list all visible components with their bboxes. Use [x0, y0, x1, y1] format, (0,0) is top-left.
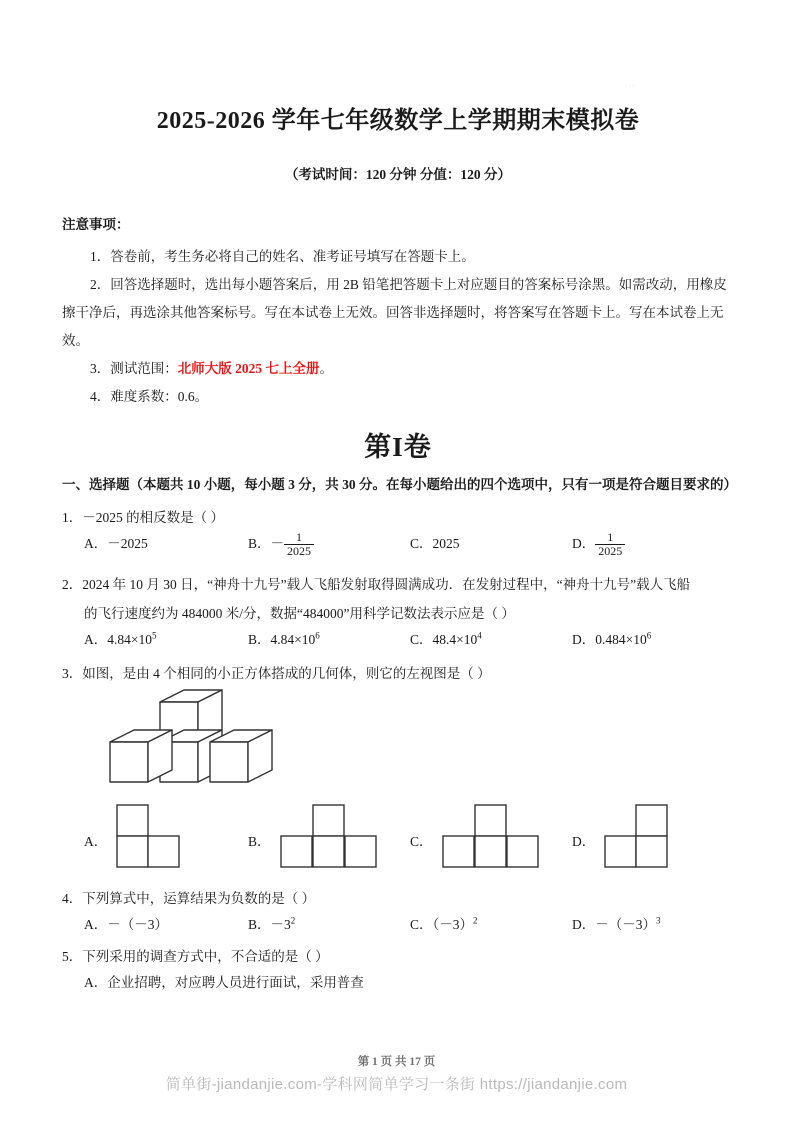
option-c-exponent: 4 — [477, 630, 482, 641]
page-title: 2025-2026 学年七年级数学上学期期末模拟卷 — [156, 108, 640, 134]
page-content — [62, 0, 737, 1000]
option-c-label: C． — [410, 536, 433, 551]
question-2-stem-cont — [62, 599, 734, 628]
option-d-exponent: 3 — [656, 915, 661, 926]
option-d-base: －（－3） — [595, 917, 656, 932]
option-d-fraction — [595, 532, 625, 558]
question-1 — [62, 499, 734, 532]
option-c-label: C． — [410, 917, 433, 932]
four-cubes-isometric-figure — [62, 688, 734, 796]
option-a-text: 企业招聘，对应聘人员进行面试，采用普查 — [107, 975, 364, 990]
question-5-options — [62, 971, 734, 1000]
option-b-denominator: 2025 — [284, 544, 314, 558]
notice-item-3-suffix: 。 — [319, 361, 333, 376]
question-5-stem: 下列采用的调查方式中，不合适的是（ ） — [82, 949, 329, 964]
notice-heading: 注意事项： — [62, 217, 130, 232]
question-4-option-a[interactable] — [84, 913, 168, 933]
question-3-number: 3． — [62, 666, 83, 681]
option-a-label: A． — [84, 536, 108, 551]
notice-item-3-range: 北师大版 2025 七上全册 — [177, 361, 320, 376]
question-1-option-b[interactable] — [248, 532, 314, 558]
question-4-stem: 下列算式中，运算结果为负数的是（ ） — [82, 891, 316, 906]
option-d-label: D． — [572, 632, 596, 647]
question-1-option-d[interactable] — [572, 532, 625, 558]
question-3-option-c-label: C． — [410, 834, 433, 849]
option-b-base: －3 — [270, 917, 291, 932]
question-3-option-b-label: B． — [248, 834, 271, 849]
question-3-option-a-shape[interactable] — [116, 804, 182, 873]
option-b-numerator: 1 — [296, 530, 303, 544]
option-a-exponent: 5 — [152, 630, 157, 641]
question-3-stem: 如图，是由 4 个相同的小正方体搭成的几何体，则它的左视图是（ ） — [82, 666, 491, 681]
question-1-number: 1． — [62, 510, 83, 525]
question-1-options — [62, 532, 734, 568]
exam-meta: （考试时间：120 分钟 分值：120 分） — [284, 167, 512, 182]
option-a-label: A． — [84, 632, 108, 647]
option-b-exponent: 2 — [290, 915, 296, 926]
question-5 — [62, 942, 734, 971]
question-4-option-b[interactable] — [248, 913, 295, 933]
question-2-stem-line1: 2024 年 10 月 30 日，“神舟十九号”载人飞船发射取得圆满成功．在发射过程中，“神舟十九号”载人飞船 — [82, 577, 691, 592]
question-1-option-c[interactable] — [410, 532, 460, 552]
option-d-exponent: 6 — [646, 630, 652, 641]
option-d-label: D． — [572, 536, 596, 552]
notice-item-3-prefix: 3．测试范围： — [90, 361, 178, 376]
question-1-option-a[interactable] — [84, 532, 148, 552]
question-2-number: 2． — [62, 577, 83, 592]
question-3-options — [62, 796, 734, 872]
option-b-label: B． — [248, 536, 271, 552]
option-c-base: （－3） — [432, 917, 474, 932]
juan-heading: 第I卷 — [364, 432, 432, 462]
option-c-exponent: 2 — [473, 915, 478, 926]
option-b-fraction — [271, 532, 315, 558]
question-2-option-b[interactable] — [248, 628, 320, 648]
option-b-exponent: 6 — [315, 630, 320, 641]
question-4 — [62, 872, 734, 913]
question-3-option-b-shape[interactable] — [280, 804, 378, 873]
question-2-options — [62, 628, 734, 657]
top-watermark-artifact: ... — [625, 78, 636, 88]
question-3-option-d-shape[interactable] — [604, 804, 670, 873]
question-3-option-a-label: A． — [84, 834, 108, 849]
question-5-option-a[interactable] — [84, 971, 364, 991]
question-4-option-c[interactable] — [410, 913, 478, 933]
question-2-option-c[interactable] — [410, 628, 482, 648]
option-a-text: －（－3） — [107, 917, 168, 932]
option-a-text: －2025 — [107, 536, 148, 551]
notice-item-4: 4．难度系数：0.6。 — [90, 389, 209, 404]
question-5-number: 5． — [62, 949, 83, 964]
option-a-label: A． — [84, 975, 108, 990]
question-3 — [62, 657, 734, 688]
option-b-label: B． — [248, 632, 271, 647]
question-1-stem: －2025 的相反数是（ ） — [82, 510, 224, 525]
option-d-base: 0.484×10 — [595, 632, 647, 647]
notice-block — [62, 183, 734, 411]
question-3-option-c-shape[interactable] — [442, 804, 540, 873]
question-4-option-d[interactable] — [572, 913, 661, 933]
option-a-label: A． — [84, 917, 108, 932]
question-3-option-d-label: D． — [572, 834, 596, 849]
option-b-base: 4.84×10 — [270, 632, 316, 647]
option-d-label: D． — [572, 917, 596, 932]
section-heading-choice: 一、选择题（本题共 10 小题，每小题 3 分，共 30 分。在每小题给出的四个选项中，只有一项是符合题目要求的） — [62, 477, 737, 492]
option-c-label: C． — [410, 632, 433, 647]
notice-item-2: 2．回答选择题时，选出每小题答案后，用 2B 铅笔把答题卡上对应题目的答案标号涂黑。如需改动，用橡皮擦干净后，再选涂其他答案标号。写在本试卷上无效。回答非选择题时，将答案写在答题卡上。写在本试卷上无效。 — [62, 277, 727, 348]
option-d-numerator: 1 — [607, 530, 614, 544]
option-a-base: 4.84×10 — [107, 632, 152, 647]
option-b-label: B． — [248, 917, 271, 932]
question-2-stem-line2: 的飞行速度约为 484000 米/分，数据“484000”用科学记数法表示应是（ ） — [84, 606, 515, 621]
notice-item-1: 1．答卷前，考生务必将自己的姓名、准考证号填写在答题卡上。 — [90, 249, 475, 264]
footer-watermark: 简单街-jiandanjie.com-学科网简单学习一条街 https://jiandanjie.com — [165, 1076, 628, 1093]
option-b-sign: － — [270, 536, 285, 552]
option-d-denominator: 2025 — [595, 544, 625, 558]
question-2-option-a[interactable] — [84, 628, 157, 648]
question-2-option-d[interactable] — [572, 628, 651, 648]
question-2 — [62, 568, 734, 599]
option-c-text: 2025 — [432, 536, 460, 551]
option-c-base: 48.4×10 — [432, 632, 478, 647]
footer-page-number: 第 1 页 共 17 页 — [357, 1056, 436, 1068]
question-4-options — [62, 913, 734, 942]
notice-item-3 — [62, 355, 734, 383]
question-4-number: 4． — [62, 891, 83, 906]
